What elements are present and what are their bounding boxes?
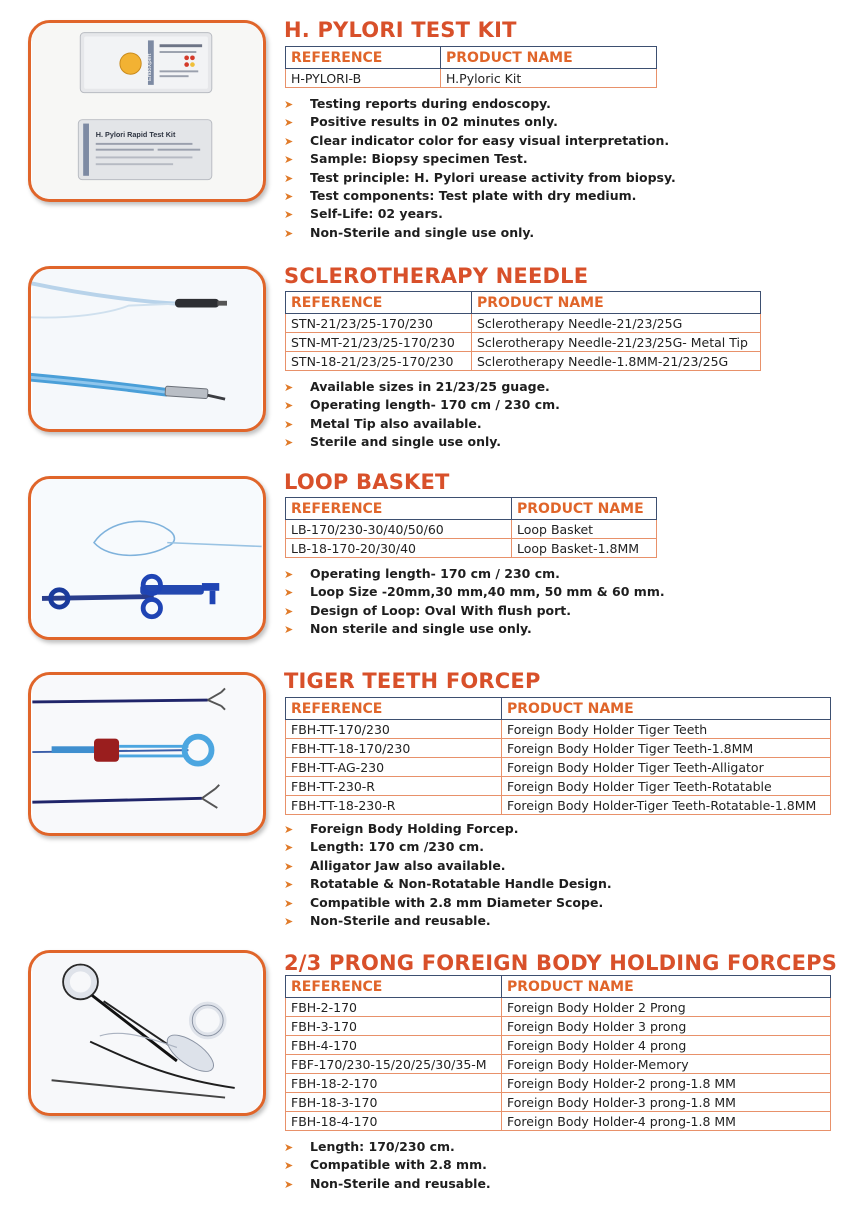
- reference-cell: FBH-4-170: [286, 1036, 502, 1055]
- list-item: ➤ Non-Sterile and reusable.: [284, 912, 612, 930]
- arrow-bullet-icon: ➤: [284, 896, 294, 910]
- arrow-bullet-icon: ➤: [284, 381, 294, 394]
- brand-label: EndoXpert: [146, 53, 153, 82]
- reference-cell: STN-18-21/23/25-170/230: [286, 352, 472, 371]
- list-item: ➤ Positive results in 02 minutes only.: [284, 113, 676, 131]
- reference-cell: FBH-3-170: [286, 1017, 502, 1036]
- product-name-cell: Foreign Body Holder Tiger Teeth-1.8MM: [502, 739, 831, 758]
- product-name-cell: Foreign Body Holder 2 Prong: [502, 998, 831, 1017]
- list-item: ➤ Operating length- 170 cm / 230 cm.: [284, 396, 560, 414]
- table-row: [286, 777, 831, 796]
- arrow-bullet-icon: ➤: [284, 134, 294, 148]
- list-item: ➤ Test principle: H. Pylori urease activity from biopsy.: [284, 169, 676, 187]
- arrow-bullet-icon: ➤: [284, 189, 294, 203]
- reference-cell: LB-170/230-30/40/50/60: [286, 520, 512, 539]
- table-row: [286, 352, 761, 371]
- arrow-bullet-icon: ➤: [284, 1177, 294, 1191]
- list-item: ➤ Length: 170 cm /230 cm.: [284, 838, 612, 856]
- table-row: [286, 758, 831, 777]
- feature-list: [284, 1138, 491, 1193]
- product-name-cell: Foreign Body Holder-3 prong-1.8 MM: [502, 1093, 831, 1112]
- product-name-cell: Foreign Body Holder 3 prong: [502, 1017, 831, 1036]
- arrow-bullet-icon: ➤: [284, 878, 294, 892]
- column-header-product-name: PRODUCT NAME: [472, 292, 761, 314]
- product-name-cell: Sclerotherapy Needle-21/23/25G: [472, 314, 761, 333]
- spec-table: [285, 697, 831, 815]
- arrow-bullet-icon: ➤: [284, 417, 294, 431]
- table-row: [286, 1055, 831, 1074]
- list-item: ➤ Alligator Jaw also available.: [284, 857, 612, 875]
- column-header-reference: REFERENCE: [286, 498, 512, 520]
- product-name-cell: Foreign Body Holder-Memory: [502, 1055, 831, 1074]
- column-header-reference: REFERENCE: [286, 47, 441, 69]
- reference-cell: FBH-TT-AG-230: [286, 758, 502, 777]
- reference-cell: LB-18-170-20/30/40: [286, 539, 512, 558]
- table-row: [286, 1036, 831, 1055]
- arrow-bullet-icon: ➤: [284, 586, 294, 600]
- list-item: ➤ Sterile and single use only.: [284, 433, 560, 451]
- table-row: [286, 739, 831, 758]
- arrow-bullet-icon: ➤: [284, 823, 294, 836]
- column-header-reference: REFERENCE: [286, 976, 502, 998]
- reference-cell: FBH-2-170: [286, 998, 502, 1017]
- product-name-cell: Sclerotherapy Needle-21/23/25G- Metal Tip: [472, 333, 761, 352]
- table-row: [286, 1074, 831, 1093]
- list-item: ➤ Design of Loop: Oval With flush port.: [284, 602, 665, 620]
- product-name-cell: Sclerotherapy Needle-1.8MM-21/23/25G: [472, 352, 761, 371]
- feature-list: [284, 820, 612, 930]
- arrow-bullet-icon: ➤: [284, 153, 294, 167]
- product-name-cell: Foreign Body Holder-2 prong-1.8 MM: [502, 1074, 831, 1093]
- product-name-cell: Foreign Body Holder-Tiger Teeth-Rotatable-1.8MM: [502, 796, 831, 815]
- column-header-product-name: PRODUCT NAME: [512, 498, 657, 520]
- product-name-cell: Loop Basket: [512, 520, 657, 539]
- spec-table: [285, 497, 657, 558]
- table-row: [286, 720, 831, 739]
- reference-cell: STN-MT-21/23/25-170/230: [286, 333, 472, 352]
- section-title: H. PYLORI TEST KIT: [284, 18, 517, 42]
- table-row: [286, 998, 831, 1017]
- section-title: LOOP BASKET: [284, 470, 450, 494]
- product-image-prong-forceps: [28, 950, 266, 1116]
- reference-cell: FBH-18-3-170: [286, 1093, 502, 1112]
- table-row: [286, 333, 761, 352]
- list-item: ➤ Non-Sterile and reusable.: [284, 1175, 491, 1193]
- reference-cell: FBH-TT-18-170/230: [286, 739, 502, 758]
- list-item: ➤ Sample: Biopsy specimen Test.: [284, 150, 676, 168]
- product-name-cell: Foreign Body Holder Tiger Teeth-Alligator: [502, 758, 831, 777]
- arrow-bullet-icon: ➤: [284, 208, 294, 222]
- feature-list: [284, 95, 676, 242]
- arrow-bullet-icon: ➤: [284, 859, 294, 873]
- arrow-bullet-icon: ➤: [284, 171, 294, 185]
- table-row: [286, 520, 657, 539]
- column-header-reference: REFERENCE: [286, 698, 502, 720]
- arrow-bullet-icon: ➤: [284, 623, 294, 637]
- column-header-reference: REFERENCE: [286, 292, 472, 314]
- table-row: [286, 69, 657, 88]
- reference-cell: FBH-18-4-170: [286, 1112, 502, 1131]
- arrow-bullet-icon: ➤: [284, 1141, 294, 1154]
- list-item: ➤ Compatible with 2.8 mm.: [284, 1156, 491, 1174]
- reference-cell: FBH-TT-18-230-R: [286, 796, 502, 815]
- section-title: TIGER TEETH FORCEP: [284, 669, 541, 693]
- list-item: ➤ Clear indicator color for easy visual interpretation.: [284, 132, 676, 150]
- test-kit-package-front: [80, 33, 212, 93]
- arrow-bullet-icon: ➤: [284, 226, 294, 240]
- list-item: ➤ Available sizes in 21/23/25 guage.: [284, 378, 560, 396]
- arrow-bullet-icon: ➤: [284, 914, 294, 928]
- list-item: ➤ Non-Sterile and single use only.: [284, 224, 676, 242]
- section-title: 2/3 PRONG FOREIGN BODY HOLDING FORCEPS: [284, 951, 838, 975]
- column-header-product-name: PRODUCT NAME: [502, 976, 831, 998]
- arrow-bullet-icon: ➤: [284, 1159, 294, 1173]
- product-name-cell: H.Pyloric Kit: [441, 69, 657, 88]
- product-name-cell: Foreign Body Holder 4 prong: [502, 1036, 831, 1055]
- arrow-bullet-icon: ➤: [284, 98, 294, 111]
- arrow-bullet-icon: ➤: [284, 841, 294, 855]
- list-item: ➤ Rotatable & Non-Rotatable Handle Design.: [284, 875, 612, 893]
- list-item: ➤ Non sterile and single use only.: [284, 620, 665, 638]
- arrow-bullet-icon: ➤: [284, 116, 294, 130]
- arrow-bullet-icon: ➤: [284, 436, 294, 450]
- test-kit-package-back: [78, 120, 211, 180]
- table-row: [286, 1017, 831, 1036]
- reference-cell: FBH-TT-170/230: [286, 720, 502, 739]
- product-name-cell: Foreign Body Holder Tiger Teeth-Rotatable: [502, 777, 831, 796]
- list-item: ➤ Compatible with 2.8 mm Diameter Scope.: [284, 894, 612, 912]
- product-image-tiger-teeth-forcep: [28, 672, 266, 836]
- column-header-product-name: PRODUCT NAME: [502, 698, 831, 720]
- product-name-cell: Foreign Body Holder-4 prong-1.8 MM: [502, 1112, 831, 1131]
- arrow-bullet-icon: ➤: [284, 568, 294, 581]
- list-item: ➤ Operating length- 170 cm / 230 cm.: [284, 565, 665, 583]
- spec-table: [285, 291, 761, 371]
- list-item: ➤ Metal Tip also available.: [284, 415, 560, 433]
- reference-cell: FBF-170/230-15/20/25/30/35-M: [286, 1055, 502, 1074]
- spec-table: [285, 46, 657, 88]
- list-item: ➤ Testing reports during endoscopy.: [284, 95, 676, 113]
- list-item: ➤ Loop Size -20mm,30 mm,40 mm, 50 mm & 60 mm.: [284, 583, 665, 601]
- table-row: [286, 1112, 831, 1131]
- list-item: ➤ Self-Life: 02 years.: [284, 205, 676, 223]
- feature-list: [284, 378, 560, 452]
- product-name-cell: Foreign Body Holder Tiger Teeth: [502, 720, 831, 739]
- table-row: [286, 1093, 831, 1112]
- product-image-h-pylori-kit: [28, 20, 266, 202]
- reference-cell: FBH-18-2-170: [286, 1074, 502, 1093]
- product-name-cell: Loop Basket-1.8MM: [512, 539, 657, 558]
- spec-table: [285, 975, 831, 1131]
- feature-list: [284, 565, 665, 639]
- table-row: [286, 796, 831, 815]
- arrow-bullet-icon: ➤: [284, 399, 294, 413]
- reference-cell: STN-21/23/25-170/230: [286, 314, 472, 333]
- section-title: SCLEROTHERAPY NEEDLE: [284, 264, 589, 288]
- reference-cell: H-PYLORI-B: [286, 69, 441, 88]
- list-item: ➤ Length: 170/230 cm.: [284, 1138, 491, 1156]
- list-item: ➤ Test components: Test plate with dry medium.: [284, 187, 676, 205]
- column-header-product-name: PRODUCT NAME: [441, 47, 657, 69]
- table-row: [286, 539, 657, 558]
- table-row: [286, 314, 761, 333]
- product-image-sclerotherapy-needle: [28, 266, 266, 432]
- reference-cell: FBH-TT-230-R: [286, 777, 502, 796]
- arrow-bullet-icon: ➤: [284, 604, 294, 618]
- list-item: ➤ Foreign Body Holding Forcep.: [284, 820, 612, 838]
- product-image-loop-basket: [28, 476, 266, 640]
- kit-label: H. Pylori Rapid Test Kit: [95, 130, 176, 140]
